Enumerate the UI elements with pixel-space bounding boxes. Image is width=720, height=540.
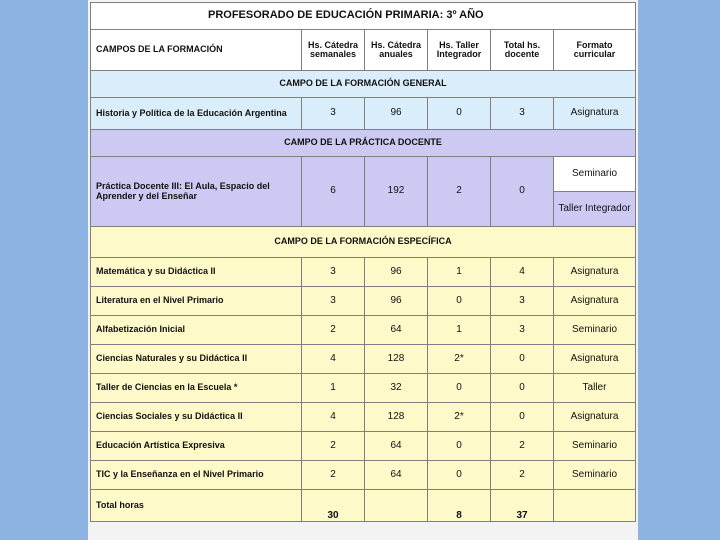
total-hs-cell: 4 (491, 258, 554, 287)
curriculum-table (90, 2, 636, 522)
table-row (91, 98, 636, 130)
hs-taller-cell: 2 (428, 157, 491, 227)
hs-taller-cell: 0 (428, 98, 491, 130)
total-hs-anuales (365, 490, 428, 522)
table-row (91, 461, 636, 490)
formato-cell: Taller Integrador (554, 192, 636, 227)
formato-cell: Seminario (554, 157, 636, 192)
header-formato: Formato curricular (554, 30, 636, 71)
table-row (91, 432, 636, 461)
total-hs-cell: 0 (491, 345, 554, 374)
header-row (91, 30, 636, 71)
hs-semanales-cell: 2 (302, 461, 365, 490)
header-hs-anuales: Hs. Cátedra anuales (365, 30, 428, 71)
table-row (91, 316, 636, 345)
hs-taller-cell: 0 (428, 461, 491, 490)
subject-name: Matemática y su Didáctica II (91, 258, 302, 287)
total-row (91, 490, 636, 522)
table-row (91, 258, 636, 287)
subject-name: Ciencias Naturales y su Didáctica II (91, 345, 302, 374)
hs-semanales-cell: 3 (302, 258, 365, 287)
formato-cell: Seminario (554, 432, 636, 461)
subject-name: TIC y la Enseñanza en el Nivel Primario (91, 461, 302, 490)
header-campos: CAMPOS DE LA FORMACIÓN (91, 30, 302, 71)
section-practica (91, 130, 636, 157)
document-page (88, 0, 638, 540)
hs-anuales-cell: 64 (365, 461, 428, 490)
total-total-hs: 37 (491, 490, 554, 522)
hs-anuales-cell: 96 (365, 258, 428, 287)
total-hs-cell: 3 (491, 316, 554, 345)
hs-taller-cell: 2* (428, 403, 491, 432)
formato-cell: Asignatura (554, 98, 636, 130)
hs-anuales-cell: 64 (365, 316, 428, 345)
subject-name: Literatura en el Nivel Primario (91, 287, 302, 316)
subject-name: Educación Artística Expresiva (91, 432, 302, 461)
header-hs-taller: Hs. Taller Integrador (428, 30, 491, 71)
table-row (91, 374, 636, 403)
subject-name: Historia y Política de la Educación Argentina (91, 98, 302, 130)
page-title: PROFESORADO DE EDUCACIÓN PRIMARIA: 3º AÑO (91, 3, 636, 30)
formato-cell: Asignatura (554, 345, 636, 374)
hs-taller-cell: 0 (428, 374, 491, 403)
hs-semanales-cell: 2 (302, 432, 365, 461)
total-hs-cell: 0 (491, 403, 554, 432)
formato-cell: Asignatura (554, 403, 636, 432)
hs-semanales-cell: 4 (302, 403, 365, 432)
total-hs-cell: 2 (491, 432, 554, 461)
total-hs-taller: 8 (428, 490, 491, 522)
section-title-general: CAMPO DE LA FORMACIÓN GENERAL (91, 71, 636, 98)
hs-taller-cell: 0 (428, 287, 491, 316)
total-formato (554, 490, 636, 522)
hs-taller-cell: 2* (428, 345, 491, 374)
total-hs-cell: 3 (491, 287, 554, 316)
total-hs-cell: 2 (491, 461, 554, 490)
hs-semanales-cell: 3 (302, 287, 365, 316)
hs-semanales-cell: 3 (302, 98, 365, 130)
total-hs-semanales: 30 (302, 490, 365, 522)
hs-taller-cell: 0 (428, 432, 491, 461)
hs-taller-cell: 1 (428, 258, 491, 287)
hs-anuales-cell: 32 (365, 374, 428, 403)
hs-anuales-cell: 96 (365, 98, 428, 130)
formato-cell: Taller (554, 374, 636, 403)
section-especifica (91, 227, 636, 258)
total-hs-cell: 3 (491, 98, 554, 130)
table-row (91, 287, 636, 316)
hs-anuales-cell: 64 (365, 432, 428, 461)
section-general (91, 71, 636, 98)
hs-taller-cell: 1 (428, 316, 491, 345)
hs-semanales-cell: 2 (302, 316, 365, 345)
table-row (91, 345, 636, 374)
subject-name: Ciencias Sociales y su Didáctica II (91, 403, 302, 432)
formato-cell: Asignatura (554, 258, 636, 287)
hs-semanales-cell: 4 (302, 345, 365, 374)
total-hs-cell: 0 (491, 374, 554, 403)
table-row (91, 403, 636, 432)
header-total-hs: Total hs. docente (491, 30, 554, 71)
subject-name: Alfabetización Inicial (91, 316, 302, 345)
table-row (91, 157, 636, 192)
header-hs-semanales: Hs. Cátedra semanales (302, 30, 365, 71)
hs-anuales-cell: 96 (365, 287, 428, 316)
section-title-practica: CAMPO DE LA PRÁCTICA DOCENTE (91, 130, 636, 157)
hs-semanales-cell: 1 (302, 374, 365, 403)
subject-name: Taller de Ciencias en la Escuela * (91, 374, 302, 403)
total-label: Total horas (91, 490, 302, 522)
total-hs-cell: 0 (491, 157, 554, 227)
hs-anuales-cell: 128 (365, 403, 428, 432)
hs-anuales-cell: 128 (365, 345, 428, 374)
hs-semanales-cell: 6 (302, 157, 365, 227)
hs-anuales-cell: 192 (365, 157, 428, 227)
formato-cell: Asignatura (554, 287, 636, 316)
formato-cell: Seminario (554, 461, 636, 490)
subject-name: Práctica Docente III: El Aula, Espacio del Aprender y del Enseñar (91, 157, 302, 227)
section-title-especifica: CAMPO DE LA FORMACIÓN ESPECÍFICA (91, 227, 636, 258)
formato-cell: Seminario (554, 316, 636, 345)
